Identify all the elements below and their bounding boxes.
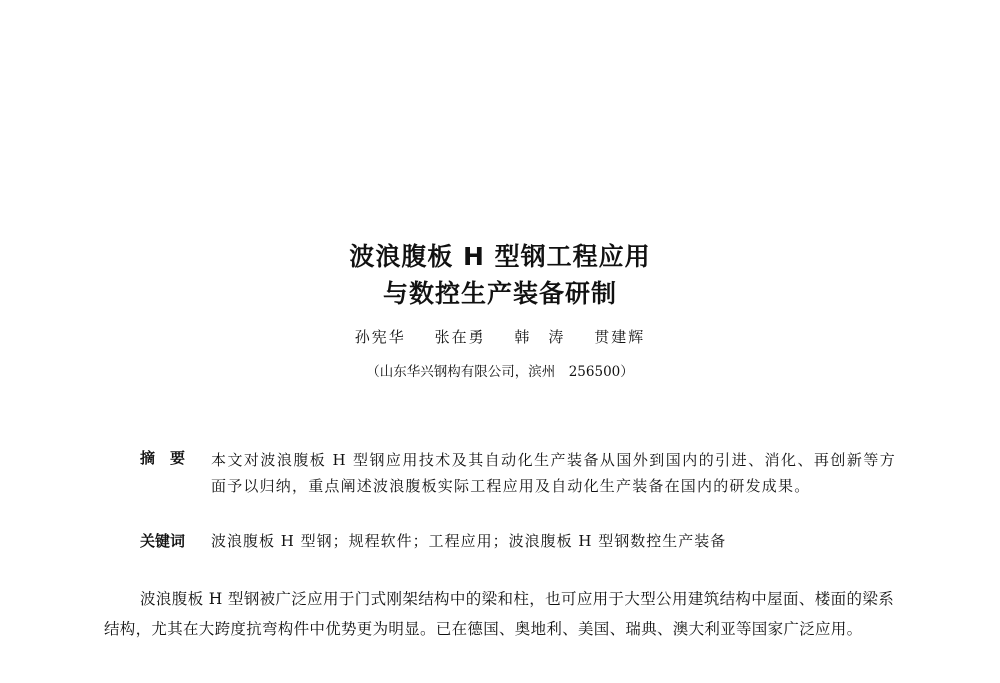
paper-title-line-2: 与数控生产装备研制 (382, 279, 617, 308)
keywords-label: 关键词 (140, 532, 186, 550)
author-name: 贯建辉 (594, 328, 646, 346)
affiliation: （山东华兴钢构有限公司，滨州 256500） (366, 364, 634, 380)
author-name: 韩 涛 (514, 328, 566, 346)
paper-title-line-1: 波浪腹板 H 型钢工程应用 (349, 242, 651, 271)
keywords-text: 波浪腹板 H 型钢；规程软件；工程应用；波浪腹板 H 型钢数控生产装备 (211, 532, 727, 550)
author-list (0, 326, 1000, 347)
abstract-label: 摘 要 (140, 449, 186, 467)
author-name: 孙宪华 (354, 328, 406, 346)
body-paragraph: 波浪腹板 H 型钢被广泛应用于门式刚架结构中的梁和柱，也可应用于大型公用建筑结构中屋面、楼面的梁系结构，尤其在大跨度抗弯构件中优势更为明显。已在德国、奥地利、美国、瑞典、澳大利亚等国家广泛应用。 (104, 590, 894, 638)
abstract-text: 本文对波浪腹板 H 型钢应用技术及其自动化生产装备从国外到国内的引进、消化、再创新等方面予以归纳，重点阐述波浪腹板实际工程应用及自动化生产装备在国内的研发成果。 (211, 451, 896, 495)
author-name: 张在勇 (434, 328, 486, 346)
